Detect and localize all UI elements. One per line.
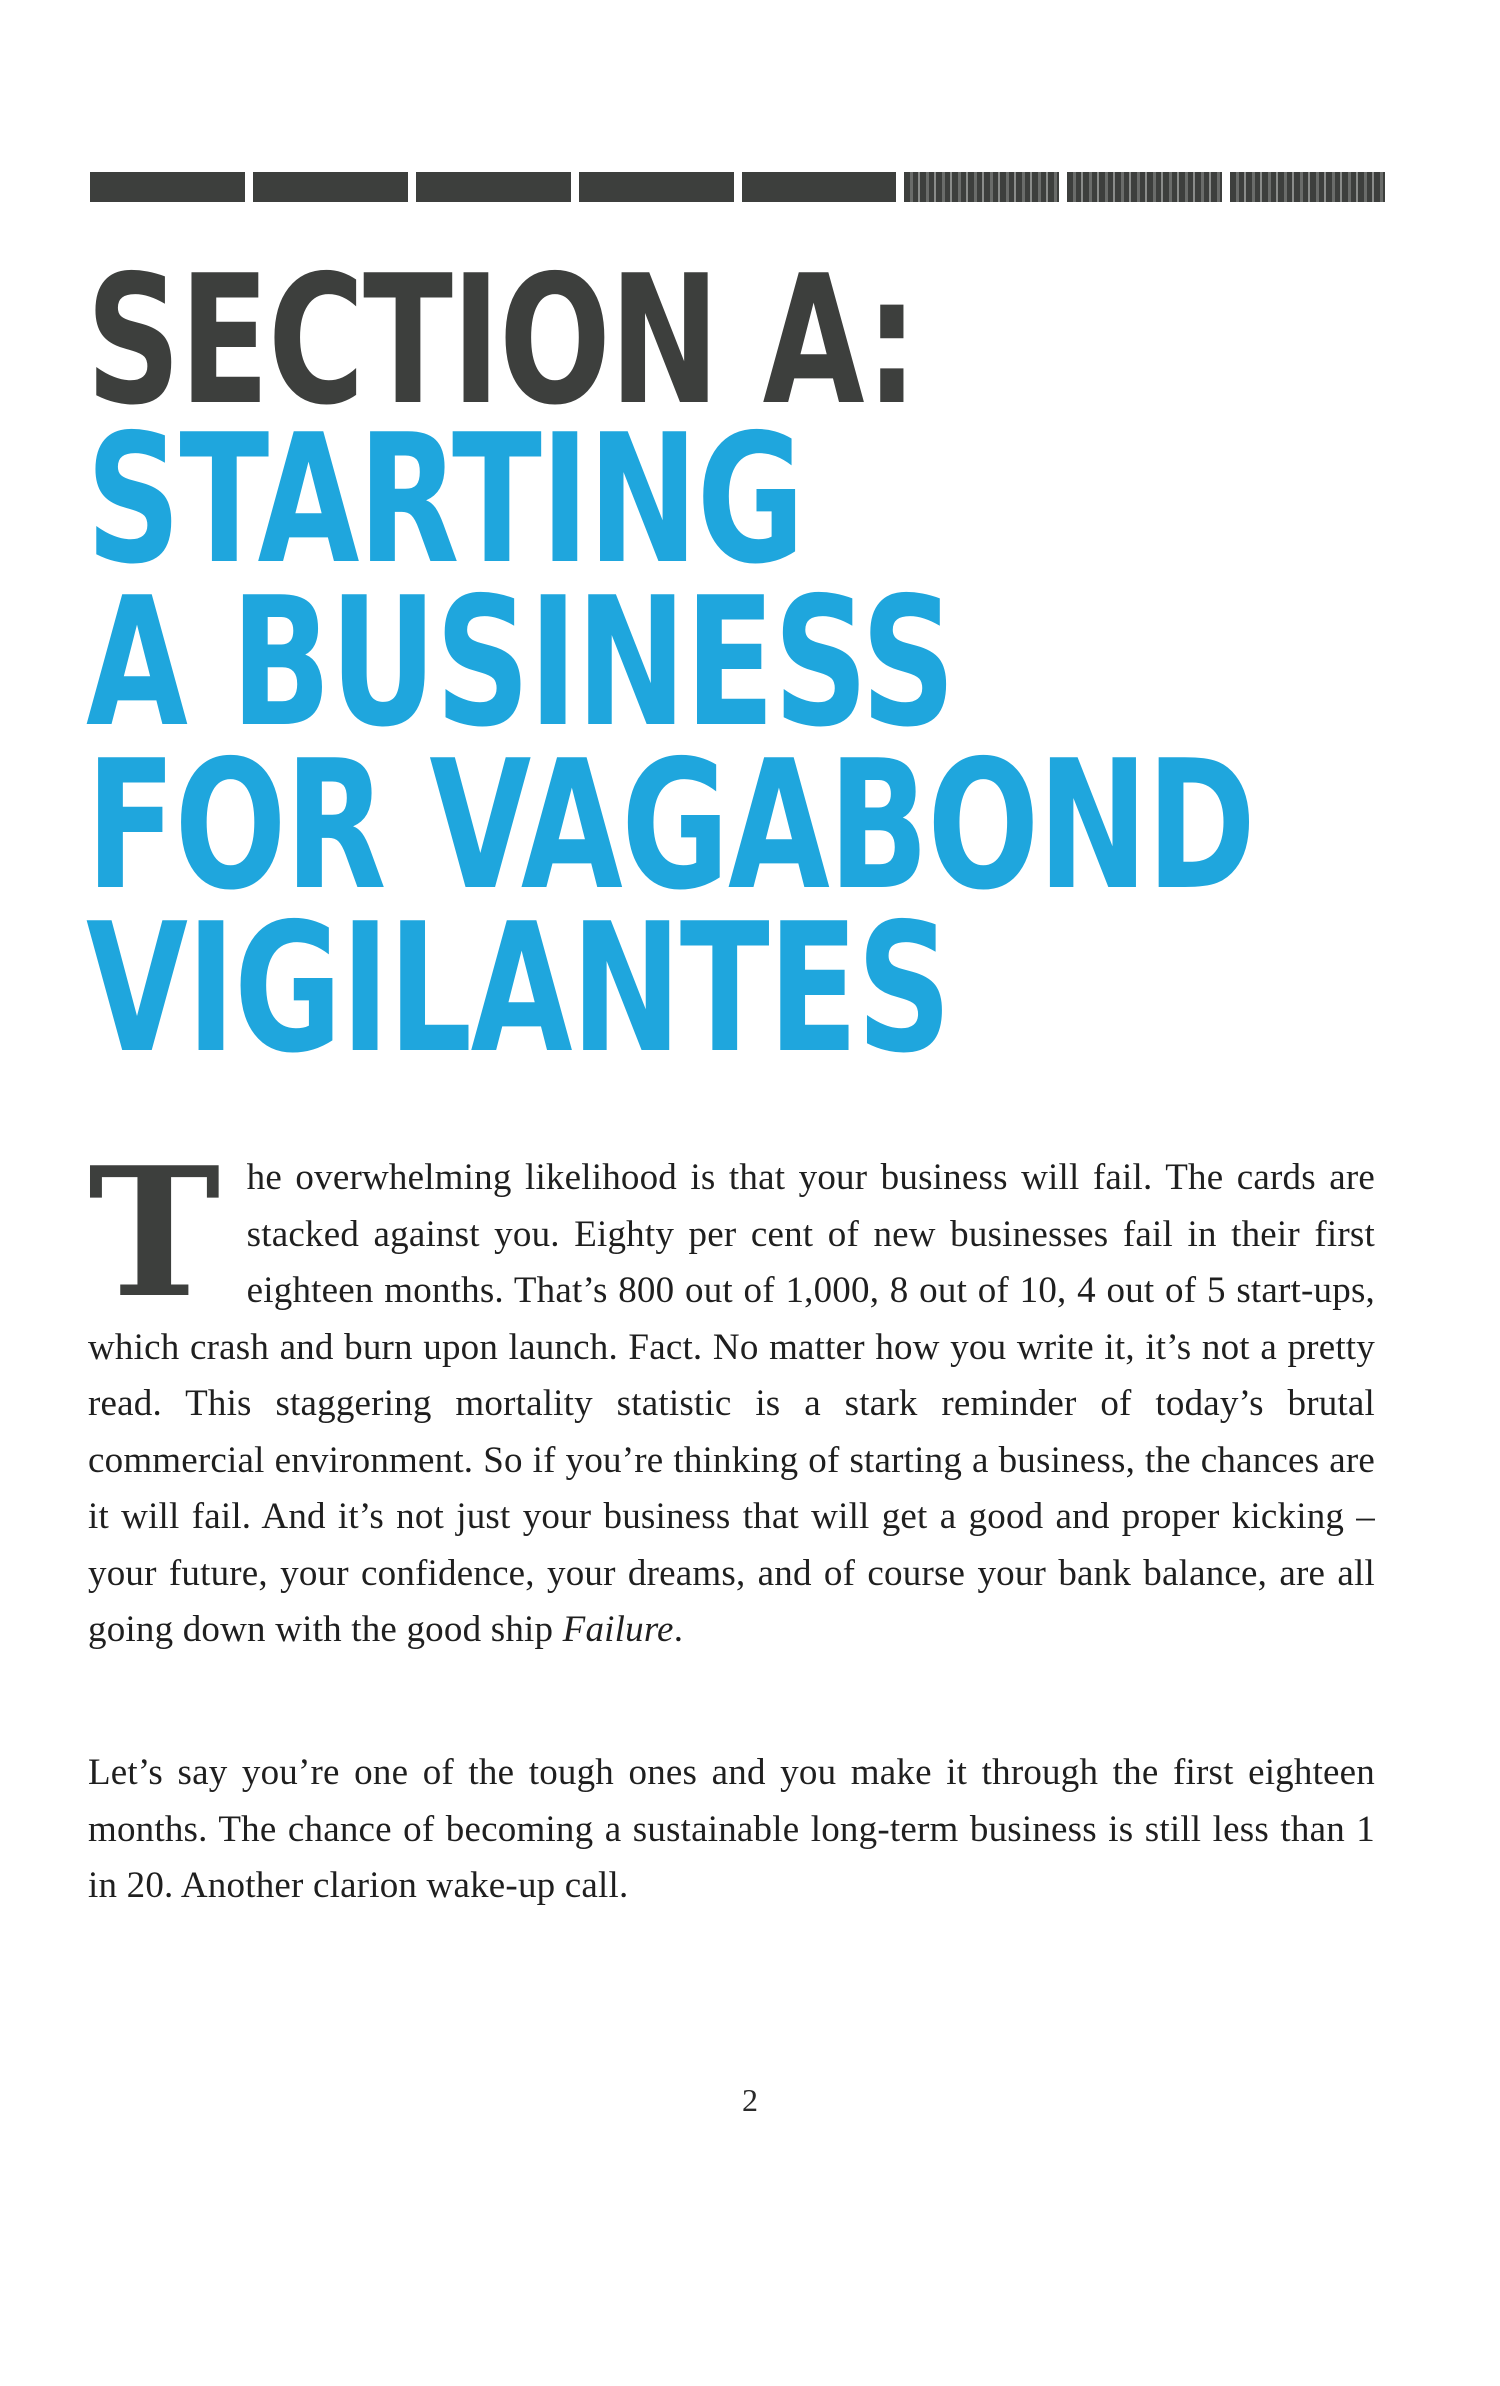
bar-segment	[742, 172, 897, 202]
bar-segment	[1230, 172, 1385, 202]
body-paragraph-2: Let’s say you’re one of the tough ones and you make it through the first eighteen months. The chance of becoming a sustainable long-term business is still less than 1 in 20. Another clarion wake-up call.	[88, 1752, 1375, 1906]
paragraph-end: .	[673, 1609, 684, 1650]
body-paragraph-1	[88, 1128, 1375, 1659]
section-label: SECTION A:	[86, 237, 917, 444]
ship-name: Failure	[562, 1609, 674, 1650]
title-line: STARTING	[86, 396, 804, 603]
title-line: A BUSINESS	[86, 559, 955, 766]
chapter-title	[86, 396, 1255, 1092]
page-number: 2	[742, 2082, 758, 2118]
bar-segment	[904, 172, 1059, 202]
paragraph-text: he overwhelming likelihood is that your business will fail. The cards are stacked against you. Eighty per cent of new businesses fail in their first eighteen months. That’s 800 out of 1,000, 8 out of 10, 4 out of 5 start-ups, which crash and burn upon launch. Fact. No matter how you write it, it’s not a pretty read. This staggering mortality statistic is a stark reminder of today’s brutal commercial environment. So if you’re thinking of starting a business, the chances are it will fail. And it’s not just your business that will get a good and proper kicking – your future, your confidence, your dreams, and of course your bank balance, are all going down with the good ship	[88, 1157, 1375, 1650]
drop-cap: T	[88, 1128, 221, 1337]
title-line: FOR VAGABOND	[86, 722, 1255, 929]
bar-segment	[579, 172, 734, 202]
bar-segment	[90, 172, 245, 202]
title-line: VIGILANTES	[86, 885, 951, 1092]
bar-segment	[1067, 172, 1222, 202]
bar-segment	[253, 172, 408, 202]
bar-segment	[416, 172, 571, 202]
decorative-bar-strip	[90, 172, 1385, 202]
